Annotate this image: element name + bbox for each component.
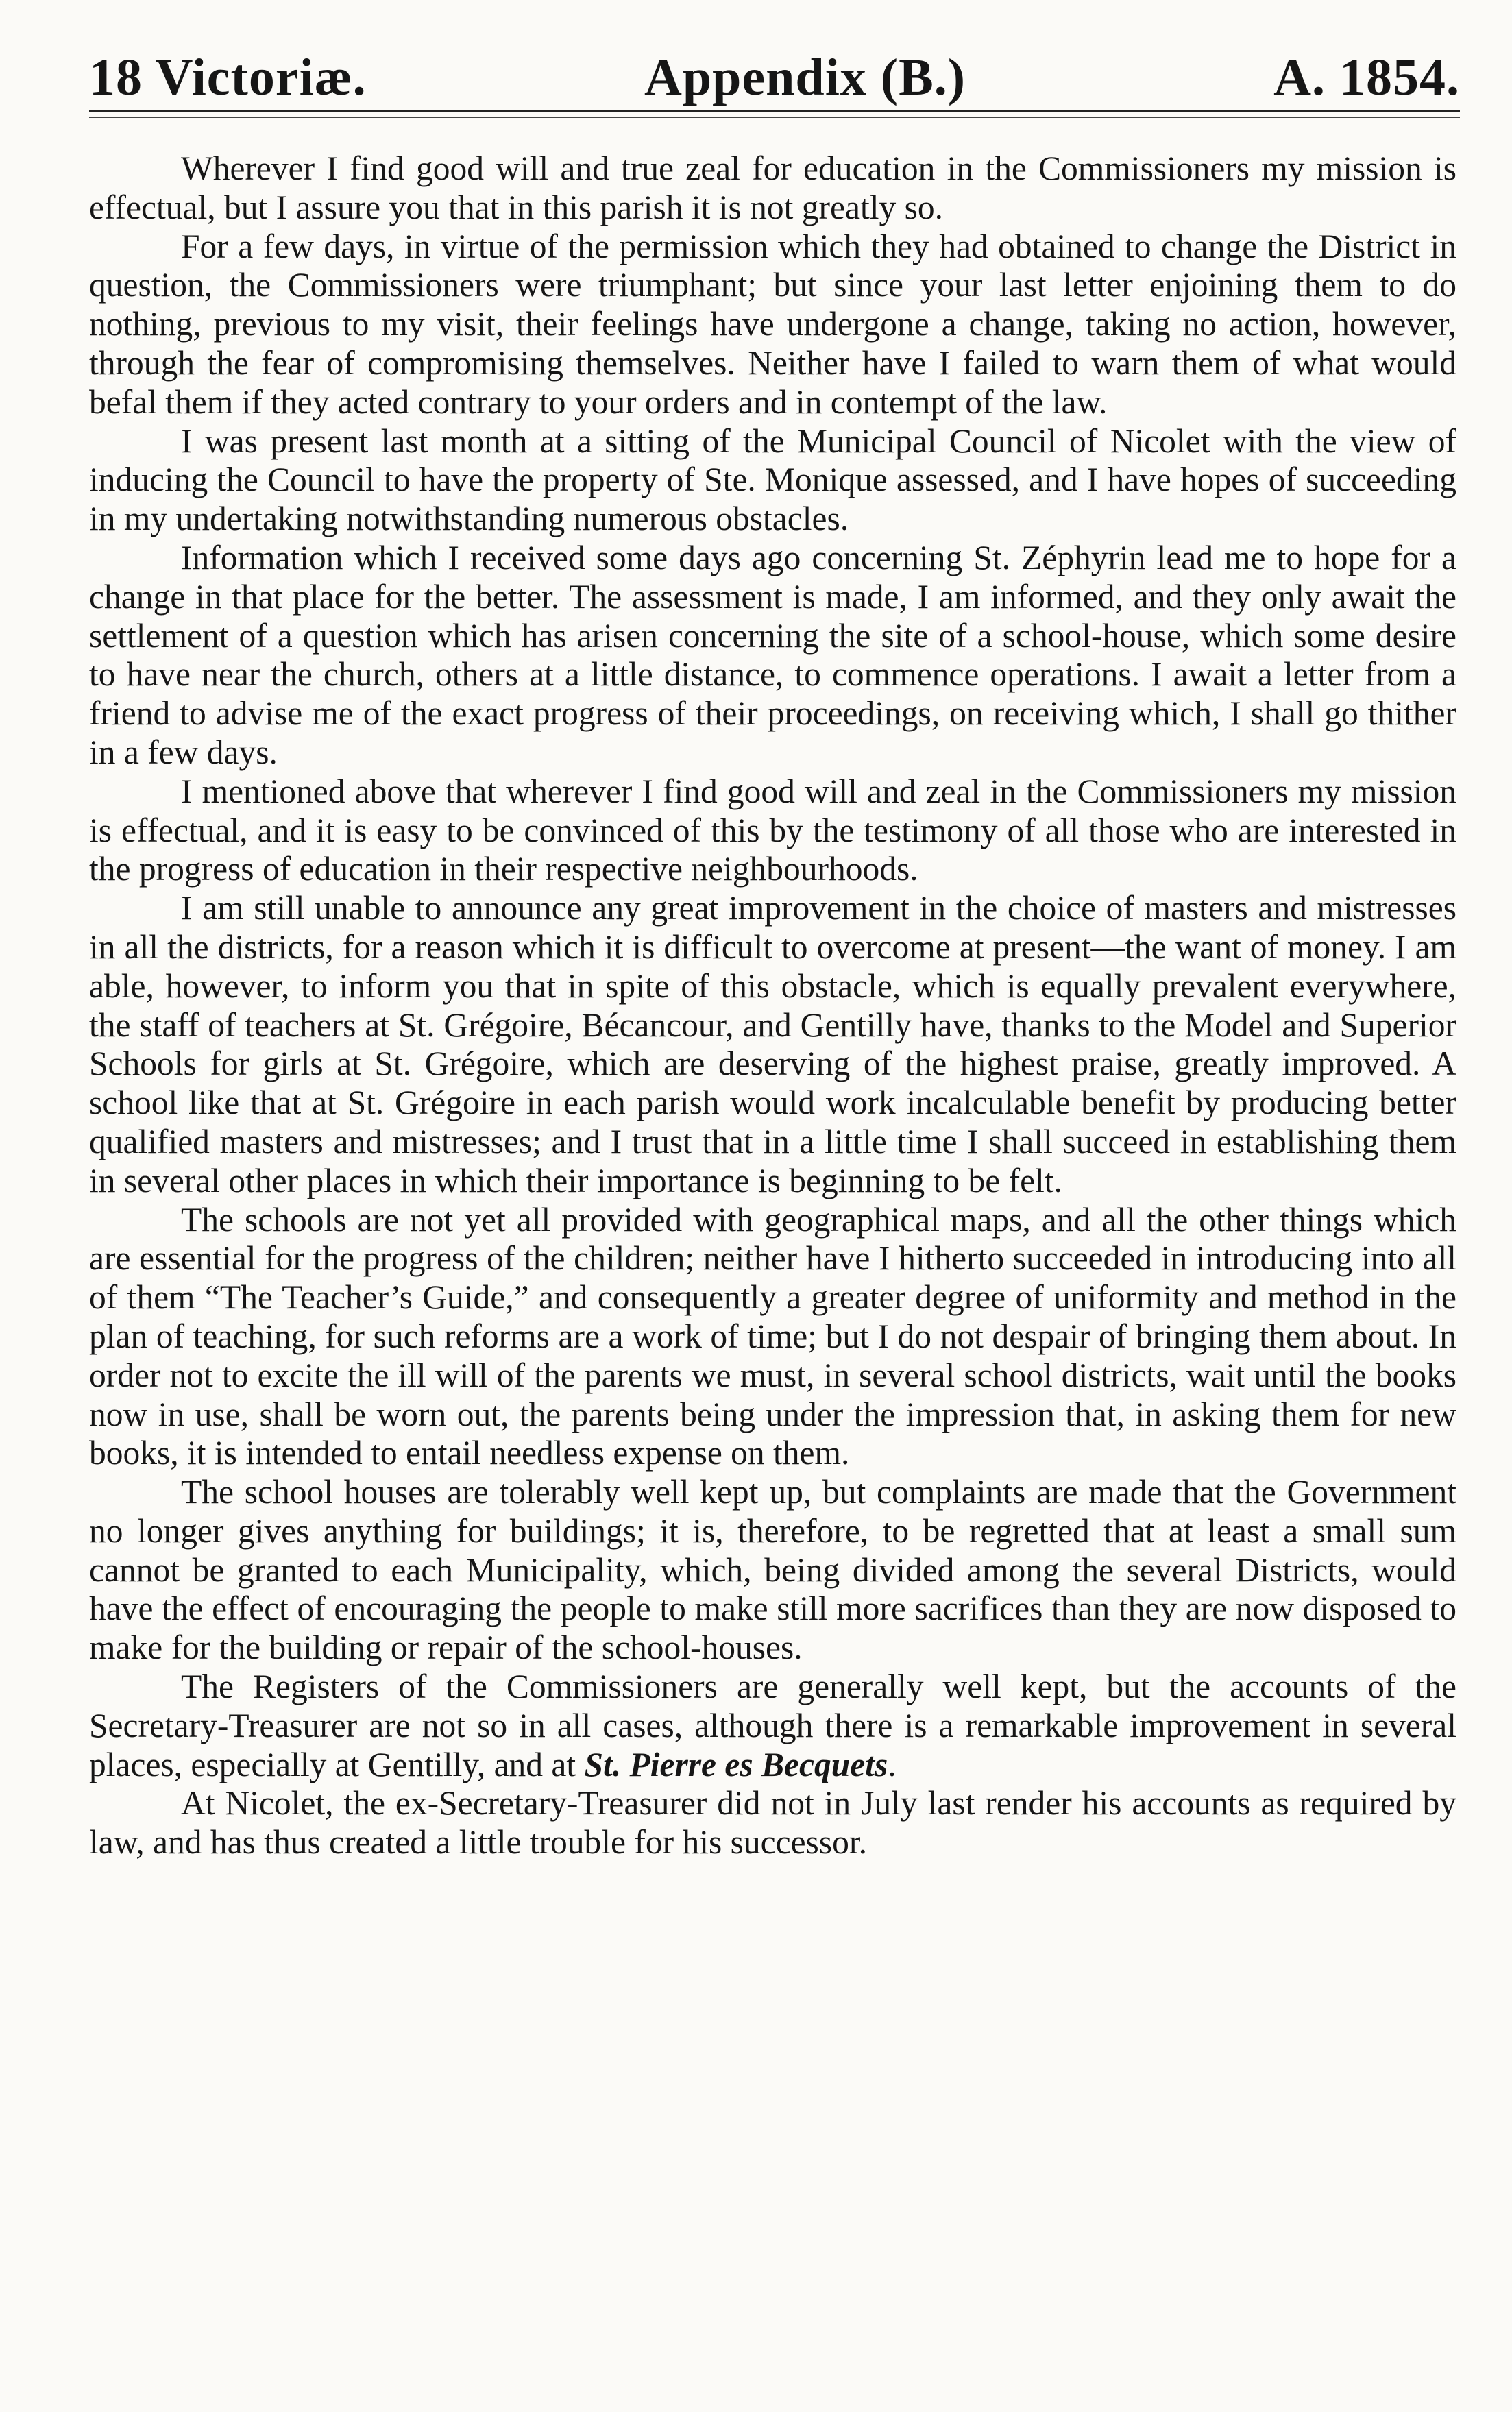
paragraph-9 [89,1668,1456,1784]
document-page [89,27,1460,2385]
letter-body [89,149,1456,1862]
paragraph-6: I am still unable to announce any great improvement in the choice of masters and mistresses in all the districts, for a reason which it is difficult to overcome at present—the want of money. I am able, however, to inform you that in spite of this obstacle, which is equally prevalent everywhere, the staff of teachers at St. Grégoire, Bécancour, and Gentilly have, thanks to the Model and Superior Schools for girls at St. Grégoire, which are deserving of the highest praise, greatly improved. A school like that at St. Grégoire in each parish would work incalculable benefit by producing better qualified masters and mistresses; and I trust that in a little time I shall succeed in establishing them in several other places in which their importance is beginning to be felt. [89,889,1456,1199]
paragraph-1: Wherever I find good will and true zeal for education in the Commissioners my mission is effectual, but I assure you that in this parish it is not greatly so. [89,149,1456,226]
paragraph-9-end: . [888,1745,897,1783]
header-session: 18 Victoriæ. [89,49,367,106]
paragraph-7: The schools are not yet all provided with geographical maps, and all the other things which are essential for the progress of the children; neither have I hitherto succeeded in introducing into all of them “The Teacher’s Guide,” and consequently a greater degree of uniformity and method in the plan of teaching, for such reforms are a work of time; but I do not despair of bringing them about. In order not to excite the ill will of the parents we must, in several school districts, wait until the books now in use, shall be worn out, the parents being under the impression that, in asking them for new books, it is intended to entail needless expense on them. [89,1200,1456,1472]
header-appendix: Appendix (B.) [644,49,966,106]
place-name-italic: St. Pierre es Becquets [584,1745,888,1783]
paragraph-2: For a few days, in virtue of the permission which they had obtained to change the District in question, the Commissioners were triumphant; but since your last letter enjoining them to do nothing, previous to my visit, their feelings have undergone a change, taking no action, however, through the fear of compromising themselves. Neither have I failed to warn them of what would befal them if they acted contrary to your orders and in contempt of the law. [89,227,1456,421]
paragraph-3: I was present last month at a sitting of the Municipal Council of Nicolet with the view of inducing the Council to have the property of Ste. Monique assessed, and I have hopes of succeeding in my undertaking notwithstanding numerous obstacles. [89,422,1456,538]
paragraph-8: The school houses are tolerably well kept up, but complaints are made that the Government no longer gives anything for buildings; it is, therefore, to be regretted that at least a small sum cannot be granted to each Municipality, which, being divided among the several Districts, would have the effect of encouraging the people to make still more sacrifices than they are now disposed to make for the building or repair of the school-houses. [89,1473,1456,1667]
paragraph-10: At Nicolet, the ex-Secretary-Treasurer did not in July last render his accounts as required by law, and has thus created a little trouble for his successor. [89,1784,1456,1862]
paragraph-9-text: The Registers of the Commissioners are generally well kept, but the accounts of the Secretary-Treasurer are not so in all cases, although there is a remarkable improvement in several places, especially at Gentilly, and at [89,1668,1456,1783]
header-year: A. 1854. [1273,49,1460,106]
paragraph-5: I mentioned above that wherever I find good will and zeal in the Commissioners my mission is effectual, and it is easy to be convinced of this by the testimony of all those who are interested in the progress of education in their respective neighbourhoods. [89,772,1456,888]
paragraph-4: Information which I received some days ago concerning St. Zéphyrin lead me to hope for a change in that place for the better. The assessment is made, I am informed, and they only await the settlement of a question which has arisen concerning the site of a school-house, which some desire to have near the church, others at a little distance, to commence operations. I await a letter from a friend to advise me of the exact progress of their proceedings, on receiving which, I shall go thither in a few days. [89,538,1456,771]
header-rule [89,110,1460,112]
header-rule-thin [89,117,1460,118]
running-header [89,27,1460,110]
